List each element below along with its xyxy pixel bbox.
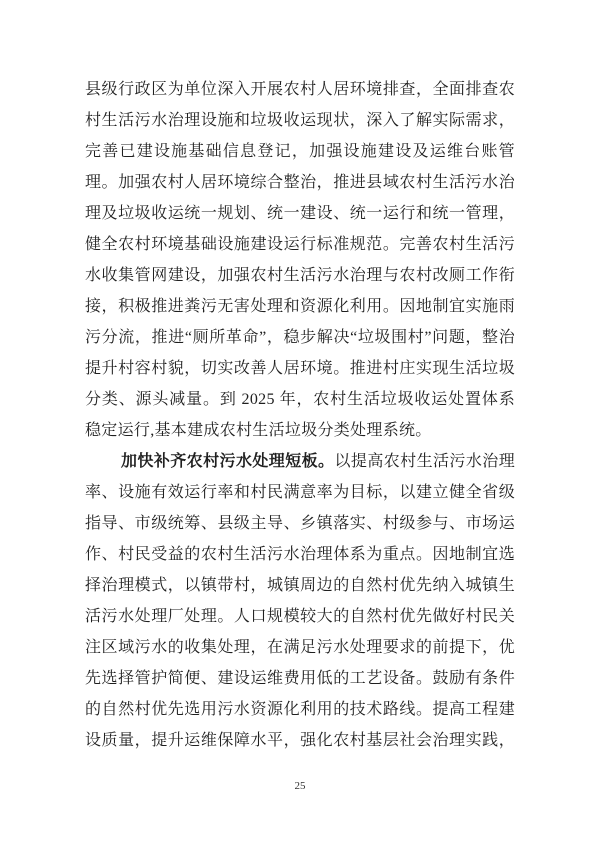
text-line xyxy=(85,229,515,260)
text-line xyxy=(85,260,515,291)
text-line xyxy=(85,167,515,198)
text-run: 以提高农村生活污水治理 xyxy=(334,453,515,470)
text-line xyxy=(85,601,515,632)
page-number: 25 xyxy=(294,780,306,792)
text-line xyxy=(85,477,515,508)
text-run: 先选择管护简便、建设运维费用低的工艺设备。鼓励有条件 xyxy=(85,670,515,687)
text-line xyxy=(85,136,515,167)
text-line xyxy=(85,291,515,322)
text-run: 完善已建设施基础信息登记，加强设施建设及运维台账管 xyxy=(85,143,515,160)
text-run: 健全农村环境基础设施建设运行标准规范。完善农村生活污 xyxy=(85,236,515,253)
text-line xyxy=(85,415,515,446)
text-run: 分类、源头减量。到 2025 年，农村生活垃圾收运处置体系 xyxy=(85,391,515,408)
text-line xyxy=(85,508,515,539)
text-run: 稳定运行,基本建成农村生活垃圾分类处理系统。 xyxy=(85,422,432,439)
text-line xyxy=(85,353,515,384)
text-run: 注区域污水的收集处理，在满足污水处理要求的前提下，优 xyxy=(85,639,515,656)
text-run: 县级行政区为单位深入开展农村人居环境排查，全面排查农 xyxy=(85,81,515,98)
text-run: 择治理模式，以镇带村，城镇周边的自然村优先纳入城镇生 xyxy=(85,577,515,594)
text-run: 的自然村优先选用污水资源化利用的技术路线。提高工程建 xyxy=(85,701,515,718)
text-line xyxy=(85,384,515,415)
text-run: 水收集管网建设，加强农村生活污水治理与农村改厕工作衔 xyxy=(85,267,515,284)
text-line xyxy=(85,322,515,353)
text-line xyxy=(85,198,515,229)
text-line xyxy=(85,694,515,725)
text-line xyxy=(85,74,515,105)
text-line xyxy=(85,725,515,756)
text-run: 设质量，提升运维保障水平，强化农村基层社会治理实践， xyxy=(85,732,515,749)
text-run: 理及垃圾收运统一规划、统一建设、统一运行和统一管理， xyxy=(85,205,515,222)
text-run: 提升村容村貌，切实改善人居环境。推进村庄实现生活垃圾 xyxy=(85,360,515,377)
text-run: 率、设施有效运行率和村民满意率为目标，以建立健全省级 xyxy=(85,484,515,501)
text-run: 作、村民受益的农村生活污水治理体系为重点。因地制宜选 xyxy=(85,546,515,563)
text-line xyxy=(85,446,515,477)
text-run: 接，积极推进粪污无害处理和资源化利用。因地制宜实施雨 xyxy=(85,298,515,315)
text-line xyxy=(85,105,515,136)
text-run: 活污水处理厂处理。人口规模较大的自然村优先做好村民关 xyxy=(85,608,515,625)
text-line xyxy=(85,663,515,694)
document-text xyxy=(85,74,515,756)
text-run: 理。加强农村人居环境综合整治，推进县域农村生活污水治 xyxy=(85,174,515,191)
bold-text-run: 加快补齐农村污水处理短板。 xyxy=(121,453,335,470)
text-run: 村生活污水治理设施和垃圾收运现状，深入了解实际需求， xyxy=(85,112,515,129)
text-line xyxy=(85,632,515,663)
text-run: 污分流，推进“厕所革命”，稳步解决“垃圾围村”问题，整治 xyxy=(85,329,515,346)
text-run: 指导、市级统筹、县级主导、乡镇落实、村级参与、市场运 xyxy=(85,515,515,532)
text-line xyxy=(85,570,515,601)
text-line xyxy=(85,539,515,570)
